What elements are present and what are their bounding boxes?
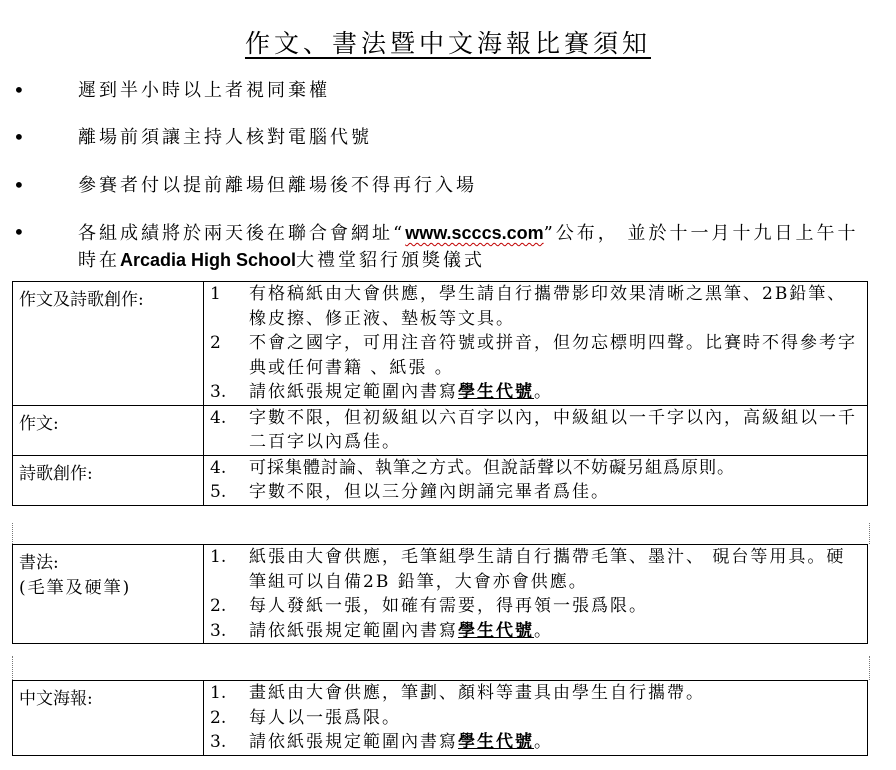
rule-item — [204, 706, 867, 731]
rule-number: 1. — [210, 683, 227, 703]
list-item-text: 離場前須讓主持人核對電腦代號 — [78, 127, 372, 148]
page-title: 作文、書法暨中文海報比賽須知 — [244, 29, 651, 58]
bullet-icon: • — [13, 220, 28, 244]
rule-item — [204, 594, 867, 619]
rule-number: 5. — [210, 482, 227, 502]
student-code-emphasis: 學生代號 — [458, 620, 534, 641]
rule-text: 可採集體討論、執筆之方式。但說話聲以不妨礙另組爲原則。 — [249, 457, 735, 478]
calligraphy-rules-table — [12, 544, 868, 644]
table-separator — [12, 656, 870, 680]
rule-text: 字數不限，但初級組以六百字以內，中級組以一千字以內，高級組以一千二百字以內爲佳。 — [249, 407, 857, 452]
rule-text-start: 請依紙張規定範圍內書寫 — [249, 620, 458, 641]
list-item-text — [78, 220, 868, 274]
rule-number: 1 — [210, 284, 221, 304]
rule-text-end: 。 — [534, 382, 553, 402]
association-url-link[interactable]: www.scccs.com — [405, 223, 544, 243]
rule-number: 1. — [210, 547, 227, 567]
rule-item — [204, 545, 867, 594]
rules-cell — [204, 455, 868, 505]
table-row — [13, 455, 868, 505]
rules-cell — [204, 681, 868, 756]
rule-item — [204, 681, 867, 706]
category-name: 書法: — [19, 553, 59, 573]
rule-text: 有格稿紙由大會供應，學生請自行攜帶影印效果清晰之黑筆、2B鉛筆、橡皮擦、修正液、墊板等文具。 — [249, 284, 847, 329]
rule-item — [204, 406, 867, 455]
rule-item — [204, 619, 867, 644]
rule-number: 2 — [210, 333, 221, 353]
category-label: 中文海報: — [13, 681, 204, 756]
rule-text — [249, 619, 867, 644]
bullet-icon: • — [13, 125, 28, 149]
rule-number: 4. — [210, 407, 227, 428]
category-label: 詩歌創作: — [13, 455, 204, 505]
rule-item — [204, 480, 867, 505]
rule-number: 3. — [210, 732, 227, 752]
rule-text: 不會之國字，可用注音符號或拼音，但勿忘標明四聲。比賽時不得參考字典或任何書籍 、紙張 。 — [249, 333, 857, 378]
rule-text — [249, 730, 867, 755]
table-row — [13, 545, 868, 644]
rule-text: 每人以一張爲限。 — [249, 707, 401, 728]
rule-text — [249, 380, 867, 405]
poster-rules-table — [12, 680, 868, 756]
rule-item — [204, 380, 867, 405]
table-row — [13, 681, 868, 756]
category-label: 作文: — [13, 405, 204, 455]
rule-text-start: 請依紙張規定範圍內書寫 — [249, 732, 458, 752]
bullet-icon: • — [13, 173, 28, 197]
category-subname: (毛筆及硬筆) — [19, 578, 132, 598]
rule-item — [204, 331, 867, 380]
rule-item — [204, 282, 867, 331]
rule-text: 紙張由大會供應，毛筆組學生請自行攜帶毛筆、墨汁、 硯台等用具。硬筆組可以自備2B 鉛筆，大會亦會供應。 — [249, 547, 846, 592]
venue-name: Arcadia High School — [120, 250, 297, 270]
table-row — [13, 282, 868, 406]
student-code-emphasis: 學生代號 — [458, 732, 534, 752]
rule-text: 畫紙由大會供應，筆劃、顏料等畫具由學生自行攜帶。 — [249, 683, 705, 703]
rule-item — [204, 456, 867, 481]
rule-number: 2. — [210, 596, 227, 616]
results-text-start: 各組成績將於兩天後在聯合會網址“ — [78, 223, 406, 244]
student-code-emphasis: 學生代號 — [458, 382, 534, 402]
rule-text: 每人發紙一張，如確有需要，得再領一張爲限。 — [249, 596, 648, 616]
category-label: 作文及詩歌創作: — [13, 282, 204, 406]
list-item-text: 遲到半小時以上者視同棄權 — [78, 80, 330, 101]
writing-poetry-rules-table — [12, 281, 868, 506]
results-text-middle: ”公布， 並於十一月十九日上午十時在 — [78, 223, 859, 271]
rule-number: 3. — [210, 620, 227, 641]
rule-number: 4. — [210, 457, 227, 478]
rule-text-end: 。 — [534, 732, 553, 752]
table-separator — [12, 523, 870, 544]
results-text-end: 大禮堂貂行頒獎儀式 — [296, 250, 486, 271]
category-label — [13, 545, 204, 644]
bullet-icon: • — [13, 78, 28, 102]
list-item-text: 參賽者付以提前離場但離場後不得再行入場 — [78, 175, 477, 196]
rule-number: 3. — [210, 382, 227, 402]
rule-number: 2. — [210, 707, 227, 728]
rules-cell — [204, 282, 868, 406]
rule-text-end: 。 — [534, 620, 553, 641]
rule-text: 字數不限，但以三分鐘內朗誦完畢者爲佳。 — [249, 482, 610, 502]
rules-cell — [204, 545, 868, 644]
table-row — [13, 405, 868, 455]
rules-cell — [204, 405, 868, 455]
rule-item — [204, 730, 867, 755]
rule-text-start: 請依紙張規定範圍內書寫 — [249, 382, 458, 402]
